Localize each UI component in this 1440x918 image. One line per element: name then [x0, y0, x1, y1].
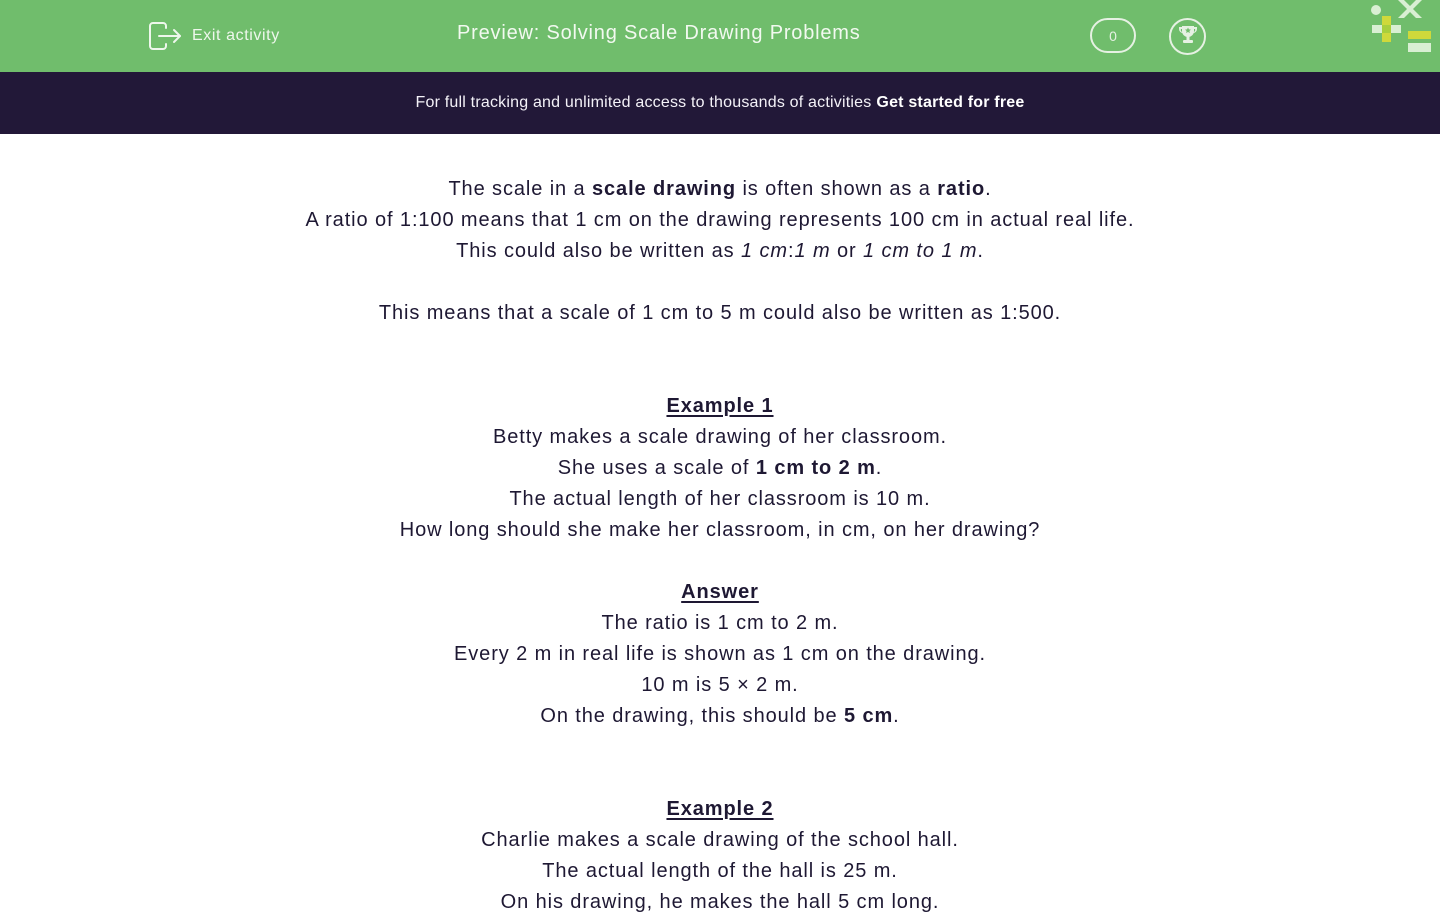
example-1-heading: Example 1: [666, 395, 774, 417]
answer-1-line-3: 10 m is 5 × 2 m.: [641, 674, 799, 696]
trophy-icon: [1177, 23, 1199, 50]
text: .: [893, 705, 900, 727]
text: This could also be written as: [456, 240, 742, 262]
example-1-line-1: Betty makes a scale drawing of her classroom.: [492, 426, 947, 448]
text: or: [830, 240, 864, 262]
example-2-line-1: Charlie makes a scale drawing of the school hall.: [481, 829, 959, 851]
example-1-line-4: How long should she make her classroom, in cm, on her drawing?: [399, 519, 1041, 541]
answer-1-line-4: [0, 701, 1440, 732]
text: .: [875, 457, 883, 479]
italic-text: 1 cm to 1 m: [863, 240, 978, 262]
intro-line-1: [0, 174, 1440, 205]
top-bar: [0, 0, 1440, 72]
answer-1-heading: Answer: [681, 581, 759, 603]
bold-text: 1 cm to 2 m: [755, 457, 876, 479]
text: is often shown as a: [736, 178, 938, 200]
intro-line-4: This means that a scale of 1 cm to 5 m could also be written as 1:500.: [378, 302, 1062, 324]
example-2-line-2: The actual length of the hall is 25 m.: [542, 860, 898, 882]
trophy-button[interactable]: [1169, 18, 1206, 55]
text: .: [985, 178, 992, 200]
example-1-line-2: [0, 453, 1440, 484]
promo-text: For full tracking and unlimited access to thousands of activities: [415, 94, 872, 111]
answer-1-line-2: Every 2 m in real life is shown as 1 cm on the drawing.: [454, 643, 986, 665]
italic-text: 1 cm: [741, 240, 788, 262]
promo-banner: [0, 72, 1440, 134]
term-scale-drawing: scale drawing: [592, 178, 736, 200]
text: She uses a scale of: [557, 457, 756, 479]
exit-activity-button[interactable]: [148, 20, 280, 52]
italic-text: 1 m: [794, 240, 831, 262]
score-value: 0: [1109, 27, 1117, 44]
example-2-heading: Example 2: [666, 798, 774, 820]
score-counter: [1090, 18, 1136, 53]
intro-line-2: A ratio of 1:100 means that 1 cm on the drawing represents 100 cm in actual real life.: [305, 209, 1135, 231]
exit-icon: [148, 22, 182, 50]
maths-symbols-logo: [1366, 0, 1440, 56]
text: On the drawing, this should be: [540, 705, 844, 727]
term-ratio: ratio: [937, 178, 986, 200]
intro-line-3: [0, 236, 1440, 267]
example-1-line-3: The actual length of her classroom is 10 m.: [509, 488, 931, 510]
lesson-content: [0, 174, 1440, 918]
text: :: [788, 240, 795, 262]
exit-activity-label: Exit activity: [192, 27, 280, 44]
bold-text: 5 cm: [843, 705, 894, 727]
text: .: [977, 240, 984, 262]
text: The scale in a: [448, 178, 593, 200]
activity-title: Preview: Solving Scale Drawing Problems: [457, 22, 861, 44]
example-2-line-3: On his drawing, he makes the hall 5 cm long.: [500, 891, 940, 913]
answer-1-line-1: The ratio is 1 cm to 2 m.: [601, 612, 839, 634]
get-started-link[interactable]: Get started for free: [876, 94, 1025, 111]
